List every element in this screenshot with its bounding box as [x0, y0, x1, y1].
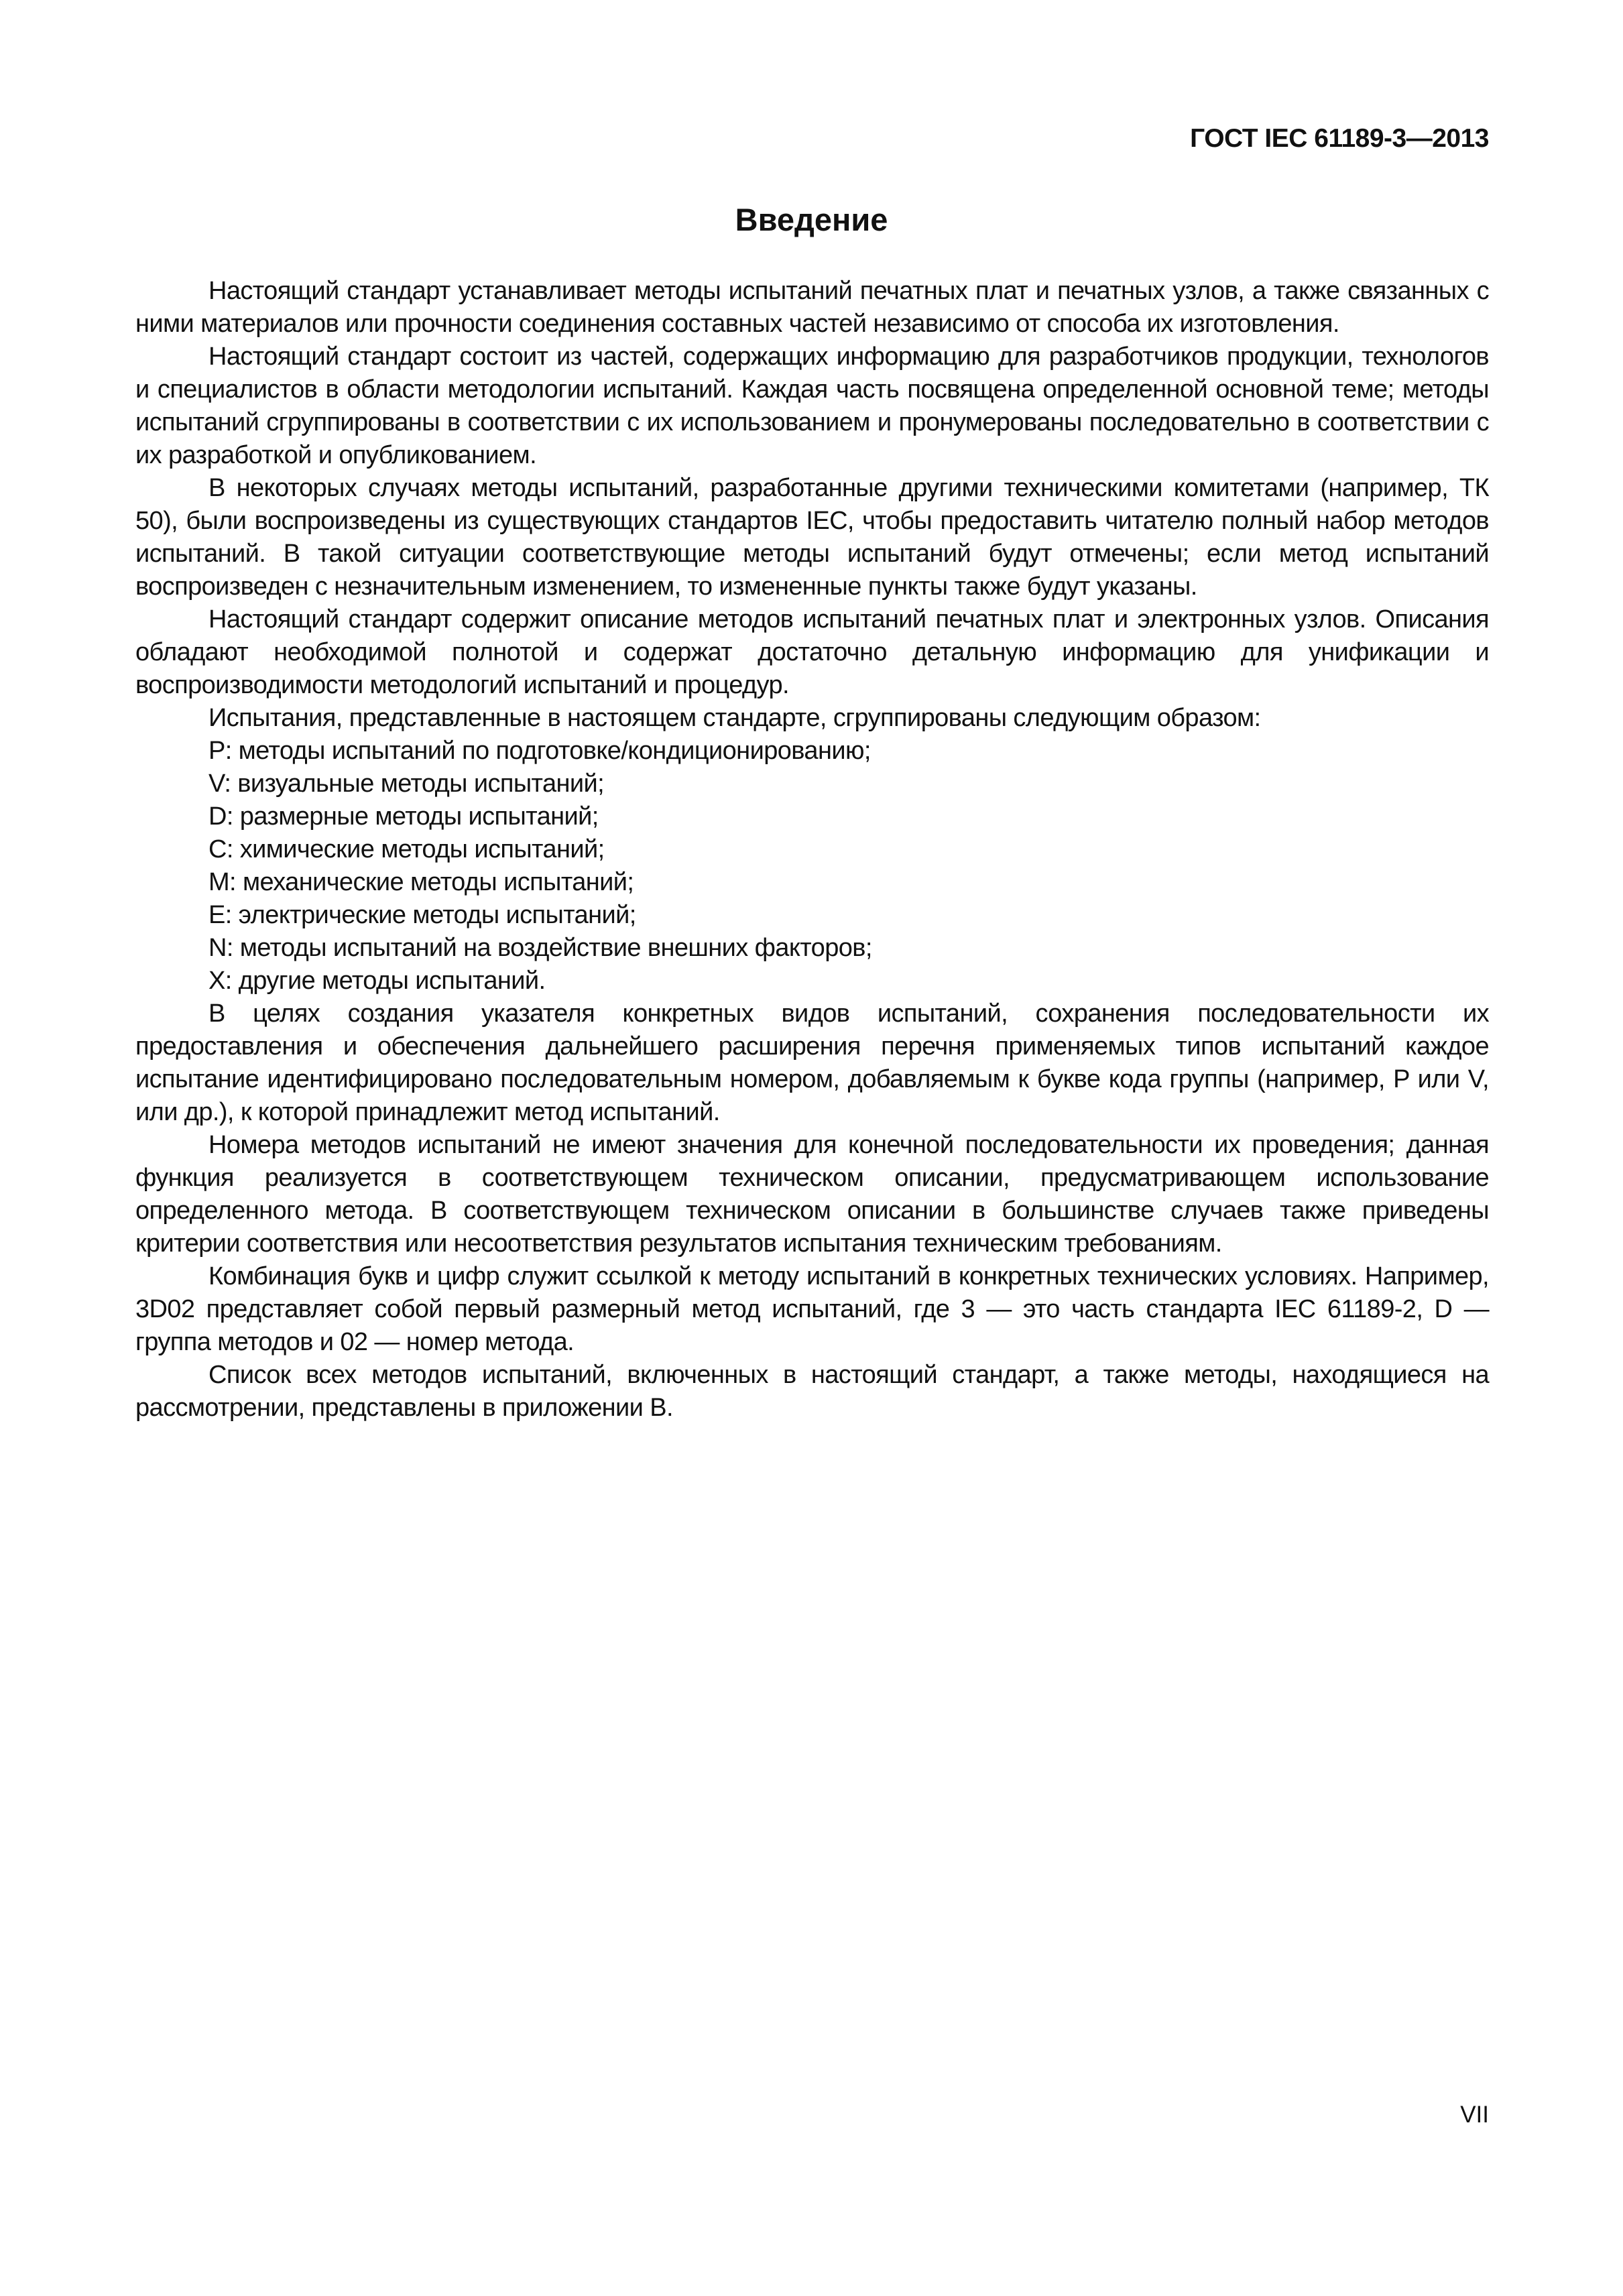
document-code: ГОСТ IEC 61189-3—2013: [1190, 124, 1489, 153]
list-item: V: визуальные методы испытаний;: [208, 770, 605, 798]
list-item: P: методы испытаний по подготовке/кондиционированию;: [208, 737, 871, 765]
list-item: M: механические методы испытаний;: [208, 868, 634, 896]
paragraph: Номера методов испытаний не имеют значения для конечной последовательности их проведения; данная функция реализуется в соответствующем техническом описании, предусматривающем использование определенного метода. В соответствующем техническом описании в большинстве случаев также приведены критерии соответствия или несоответствия результатов испытания техническим требованиям.: [135, 1131, 1489, 1258]
section-title: Введение: [735, 202, 888, 237]
paragraph: В целях создания указателя конкретных видов испытаний, сохранения последовательности их предоставления и обеспечения дальнейшего расширения перечня применяемых типов испытаний каждое испытание идентифицировано последовательным номером, добавляемым к букве кода группы (например, P или V, или др.), к которой принадлежит метод испытаний.: [135, 1000, 1489, 1126]
list-item: D: размерные методы испытаний;: [208, 802, 599, 831]
page-number: VII: [1460, 2102, 1489, 2128]
list-item: E: электрические методы испытаний;: [208, 901, 636, 929]
list-item: C: химические методы испытаний;: [208, 835, 605, 863]
paragraph: Настоящий стандарт устанавливает методы испытаний печатных плат и печатных узлов, а также связанных с ними материалов или прочности соединения составных частей независимо от способа их изготовления.: [135, 277, 1489, 338]
paragraph: Настоящий стандарт состоит из частей, содержащих информацию для разработчиков продукции, технологов и специалистов в области методологии испытаний. Каждая часть посвящена определенной основной теме; методы испытаний сгруппированы в соответствии с их использованием и пронумерованы последовательно в соответствии с их разработкой и опубликованием.: [135, 343, 1489, 469]
list-item: X: другие методы испытаний.: [208, 967, 546, 995]
paragraph: Список всех методов испытаний, включенных в настоящий стандарт, а также методы, находящиеся на рассмотрении, представлены в приложении B.: [135, 1361, 1489, 1422]
paragraph: Настоящий стандарт содержит описание методов испытаний печатных плат и электронных узлов. Описания обладают необходимой полнотой и содержат достаточно детальную информацию для унификации и воспроизводимости методологий испытаний и процедур.: [135, 605, 1489, 699]
paragraph: В некоторых случаях методы испытаний, разработанные другими техническими комитетами (например, ТК 50), были воспроизведены из существующих стандартов IEC, чтобы предоставить читателю полный набор методов испытаний. В такой ситуации соответствующие методы испытаний будут отмечены; если метод испытаний воспроизведен с незначительным изменением, то измененные пункты также будут указаны.: [135, 474, 1489, 601]
paragraph: Комбинация букв и цифр служит ссылкой к методу испытаний в конкретных технических условиях. Например, 3D02 представляет собой первый размерный метод испытаний, где 3 — это часть стандарта IEC 61189-2, D — группа методов и 02 — номер метода.: [135, 1262, 1489, 1356]
body-text: [135, 275, 1489, 1425]
paragraph: Испытания, представленные в настоящем стандарте, сгруппированы следующим образом:: [208, 704, 1261, 732]
list-item: N: методы испытаний на воздействие внешних факторов;: [208, 934, 872, 962]
